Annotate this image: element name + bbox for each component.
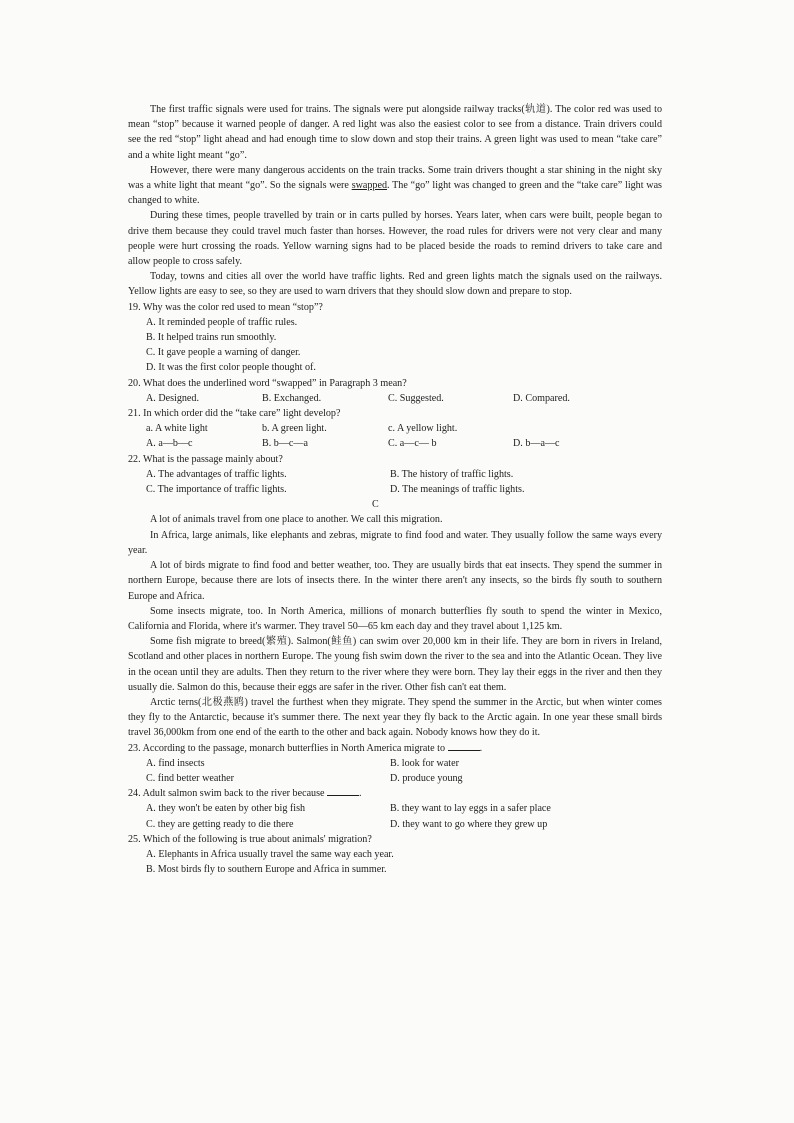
question-21-item-a: a. A white light <box>146 423 208 435</box>
question-21-item-c: c. A yellow light. <box>388 423 458 435</box>
question-24-option-a: A. they won't be eaten by other big fish <box>146 803 306 815</box>
question-19-option-a: A. It reminded people of traffic rules. <box>146 316 298 328</box>
question-24-text: 24. Adult salmon swim back to the river because <box>128 788 325 800</box>
question-21-option-a: A. a—b—c <box>146 438 193 450</box>
section-label-c: C <box>372 499 379 511</box>
question-23-stem: 23. According to the passage, monarch butterflies in North America migrate to . <box>128 742 483 754</box>
question-22-stem: 22. What is the passage mainly about? <box>128 453 283 465</box>
passage2-paragraph-2: In Africa, large animals, like elephants and zebras, migrate to find food and water. They usually follow the same ways every year. <box>128 529 662 556</box>
question-25-stem: 25. Which of the following is true about animals' migration? <box>128 833 372 845</box>
question-25-option-b: B. Most birds fly to southern Europe and Africa in summer. <box>146 864 387 876</box>
question-23-option-d: D. produce young <box>390 772 463 784</box>
question-24-option-d: D. they want to go where they grew up <box>390 818 548 830</box>
question-20-option-a: A. Designed. <box>146 392 199 404</box>
question-23-option-c: C. find better weather <box>146 772 235 784</box>
question-22-option-c: C. The importance of traffic lights. <box>146 484 287 496</box>
passage2-paragraph-3: A lot of birds migrate to find food and better weather, too. They are usually birds that eat insects. They spend the summer in northern Europe, because there are lots of insects there. In the winter there aren't any insects, so the birds fly south to southern Europe and Africa. <box>128 560 662 602</box>
question-22-options-row-2 <box>128 482 662 497</box>
question-20-options <box>128 391 662 406</box>
answer-blank <box>327 786 359 796</box>
question-23-text: 23. According to the passage, monarch butterflies in North America migrate to <box>128 742 446 754</box>
question-22-option-a: A. The advantages of traffic lights. <box>146 468 287 480</box>
question-19-option-b: B. It helped trains run smoothly. <box>146 332 277 344</box>
passage1-paragraph-1: The first traffic signals were used for trains. The signals were put alongside railway tracks(轨道). The color red was used to mean “stop” because it warned people of danger. A red light was also the easiest color to see from a distance. Train drivers could see the red “stop” light ahead and had enough time to slow down and stop their trains. A green light was used to mean “take care” and a white light meant “go”. <box>128 104 662 161</box>
question-23-option-b: B. look for water <box>390 757 459 769</box>
question-22-option-b: B. The history of traffic lights. <box>390 468 514 480</box>
passage2-paragraph-1: A lot of animals travel from one place to another. We call this migration. <box>150 514 443 526</box>
question-21-items <box>128 421 662 436</box>
question-21-stem: 21. In which order did the “take care” light develop? <box>128 408 341 420</box>
question-20-stem: 20. What does the underlined word “swapped” in Paragraph 3 mean? <box>128 377 407 389</box>
question-21-option-d: D. b—a—c <box>513 438 560 450</box>
question-23-options-row-1 <box>128 756 662 771</box>
question-24-stem: 24. Adult salmon swim back to the river because . <box>128 788 362 800</box>
question-20-option-b: B. Exchanged. <box>262 392 322 404</box>
question-19-stem: 19. Why was the color red used to mean “stop”? <box>128 301 323 313</box>
question-19-option-c: C. It gave people a warning of danger. <box>146 347 301 359</box>
reading-section <box>128 102 662 877</box>
question-21-option-c: C. a—c— b <box>388 438 437 450</box>
question-19-option-d: D. It was the first color people thought of. <box>146 362 316 374</box>
underlined-word-swapped: swapped <box>351 180 388 192</box>
passage1-paragraph-2-start: However, there were many dangerous accidents on the train tracks. Some train drivers thought a star shining in the night sky was a white light that meant “go”. So the signals were <box>128 164 662 192</box>
question-21-options <box>128 436 662 451</box>
question-24-option-b: B. they want to lay eggs in a safer place <box>390 803 551 815</box>
passage1-paragraph-3: During these times, people travelled by train or in carts pulled by horses. Years later, when cars were built, people began to drive them because they could travel much faster than horses. However, the road rules for drivers were not very clear and many people were hurt crossing the roads. Yellow warning signs had to be placed beside the roads to remind drivers to take care and allow people to cross safely. <box>128 210 662 268</box>
passage1-paragraph-2 <box>128 163 662 209</box>
passage2-paragraph-6: Arctic terns(北极燕鸥) travel the furthest when they migrate. They spend the summer in the Arctic, but when winter comes they fly to the Antarctic, because it's summer there. The next year they fly back to the Arctic again. In one year these small birds travel 36,000km from one end of the earth to the other and back again. Nobody knows how they do it. <box>128 696 662 739</box>
passage1-paragraph-2-end: . The “go” light was changed to green and the “take care” light was changed to white. <box>128 180 662 207</box>
question-25-option-a: A. Elephants in Africa usually travel the same way each year. <box>146 848 394 860</box>
question-22-option-d: D. The meanings of traffic lights. <box>390 484 525 496</box>
question-24-option-c: C. they are getting ready to die there <box>146 818 294 830</box>
answer-blank <box>448 741 480 751</box>
question-20-option-c: C. Suggested. <box>388 392 444 404</box>
question-21-item-b: b. A green light. <box>262 423 327 435</box>
question-21-option-b: B. b—c—a <box>262 438 308 450</box>
passage2-paragraph-5: Some fish migrate to breed(繁殖). Salmon(鲑鱼) can swim over 20,000 km in their life. They are born in rivers in Ireland, Scotland and other places in northern Europe. The young fish swim down the river to the sea and into the Atlantic Ocean. They live in the ocean until they are adults. Then they return to the river where they were born. They lay their eggs in the river and then they usually die. Salmon do this, because their eggs are safer in the river. Other fish can't eat them. <box>128 636 662 693</box>
question-20-option-d: D. Compared. <box>513 392 570 404</box>
question-24-options-row-2 <box>128 817 662 832</box>
question-23-option-a: A. find insects <box>146 757 205 769</box>
question-24-options-row-1 <box>128 801 662 816</box>
question-23-options-row-2 <box>128 771 662 786</box>
question-22-options-row-1 <box>128 467 662 482</box>
passage2-paragraph-4: Some insects migrate, too. In North America, millions of monarch butterflies fly south to spend the winter in Mexico, California and Florida, where it's warmer. They travel 50—65 km each day and they travel about 1,125 km. <box>128 605 662 632</box>
passage1-paragraph-4: Today, towns and cities all over the world have traffic lights. Red and green lights match the signals used on the railways. Yellow lights are easy to see, so they are used to warn drivers that they should slow down and prepare to stop. <box>128 271 662 298</box>
